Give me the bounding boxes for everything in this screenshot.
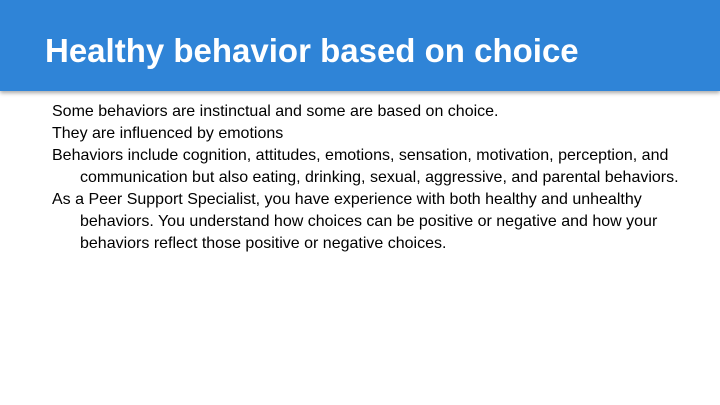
body-paragraph: They are influenced by emotions xyxy=(52,125,284,142)
slide-body xyxy=(52,101,692,255)
title-bar xyxy=(0,0,720,91)
body-paragraph: Behaviors include cognition, attitudes, emotions, sensation, motivation, perception, and communication but also eating, drinking, sexual, aggressive, and parental behaviors. xyxy=(52,147,679,186)
slide-title: Healthy behavior based on choice xyxy=(45,32,579,69)
body-paragraph: As a Peer Support Specialist, you have experience with both healthy and unhealthy behaviors. You understand how choices can be positive or negative and how your behaviors reflect those positive or negative choices. xyxy=(52,191,658,252)
body-paragraph: Some behaviors are instinctual and some are based on choice. xyxy=(52,103,499,120)
